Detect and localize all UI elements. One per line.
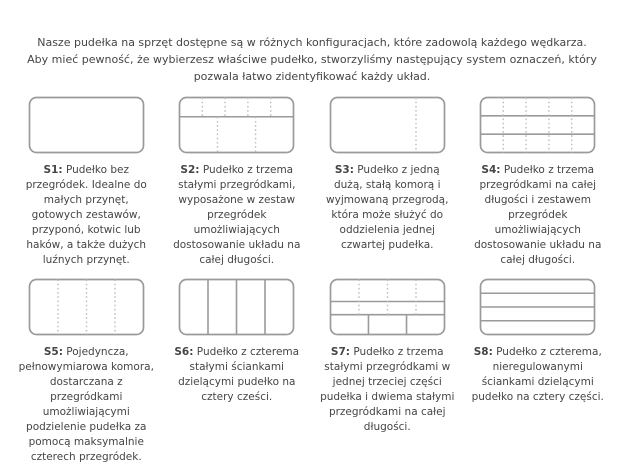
box-config-s2 [167, 96, 308, 268]
box-label: S7: [330, 346, 350, 358]
box-config-s6 [167, 278, 308, 465]
box-diagram-s5 [16, 278, 157, 336]
box-caption-s1 [16, 163, 157, 268]
box-config-s7 [317, 278, 458, 465]
box-label: S3: [334, 164, 354, 176]
box-config-s1 [16, 96, 157, 268]
box-description: Pudełko z trzema stałymi przegródkami w jednej trzeciej części pudełka i dwiema stałymi przegródkami na całej długości. [320, 346, 455, 433]
box-config-s5 [16, 278, 157, 465]
box-diagram-s7 [317, 278, 458, 336]
box-caption-s7 [317, 345, 458, 435]
box-description: Pudełko z jedną dużą, stałą komorą i wyjmowaną przegrodą, która może służyć do oddzielenia jednej czwartej pudełka. [326, 164, 449, 251]
box-description: Pudełko bez przegródek. Idealne do małych przynęt, gotowych zestawów, przyponó, kotwic lub haków, a także dużych luźnych przynęt. [25, 164, 147, 266]
box-label: S4: [481, 164, 501, 176]
box-config-s3 [317, 96, 458, 268]
box-caption-s3 [317, 163, 458, 253]
box-diagram-s4 [468, 96, 609, 154]
box-config-s8 [468, 278, 609, 465]
box-caption-s6 [167, 345, 308, 405]
box-caption-s4 [468, 163, 609, 268]
box-description: Pojedyncza, pełnowymiarowa komora, dostarczana z przegródkami umożliwiającymi podzielenie pudełka za pomocą maksymalnie czterech przegródek. [18, 346, 154, 463]
box-diagram-s3 [317, 96, 458, 154]
box-caption-s2 [167, 163, 308, 268]
box-description: Pudełko z czterema, nieregulowanymi ściankami dzielącymi pudełko na cztery części. [471, 346, 604, 403]
box-label: S1: [43, 164, 63, 176]
box-diagram-s1 [16, 96, 157, 154]
box-description: Pudełko z trzema stałymi przegródkami, wyposażone w zestaw przegródek umożliwiających dostosowanie układu na całej długości. [173, 164, 301, 266]
intro-paragraph: Nasze pudełka na sprzęt dostępne są w różnych konfiguracjach, które zadowolą każdego wędkarza. Aby mieć pewność, że wybierzesz właściwe pudełko, stworzyliśmy następujący system oznaczeń, który pozwala łatwo zidentyfikować każdy układ. [27, 36, 597, 83]
box-label: S6: [174, 346, 194, 358]
box-label: S5: [43, 346, 63, 358]
box-label: S8: [473, 346, 493, 358]
box-configurations-grid [16, 96, 608, 465]
box-diagram-s6 [167, 278, 308, 336]
box-label: S2: [180, 164, 200, 176]
box-caption-s8 [468, 345, 609, 405]
box-diagram-s8 [468, 278, 609, 336]
box-config-s4 [468, 96, 609, 268]
box-diagram-s2 [167, 96, 308, 154]
box-caption-s5 [16, 345, 157, 465]
box-description: Pudełko z trzema przegródkami na całej długości i zestawem przegródek umożliwiających dostosowanie układu na całej długości. [474, 164, 602, 266]
box-description: Pudełko z czterema stałymi ściankami dzielącymi pudełko na cztery cześci. [178, 346, 300, 403]
